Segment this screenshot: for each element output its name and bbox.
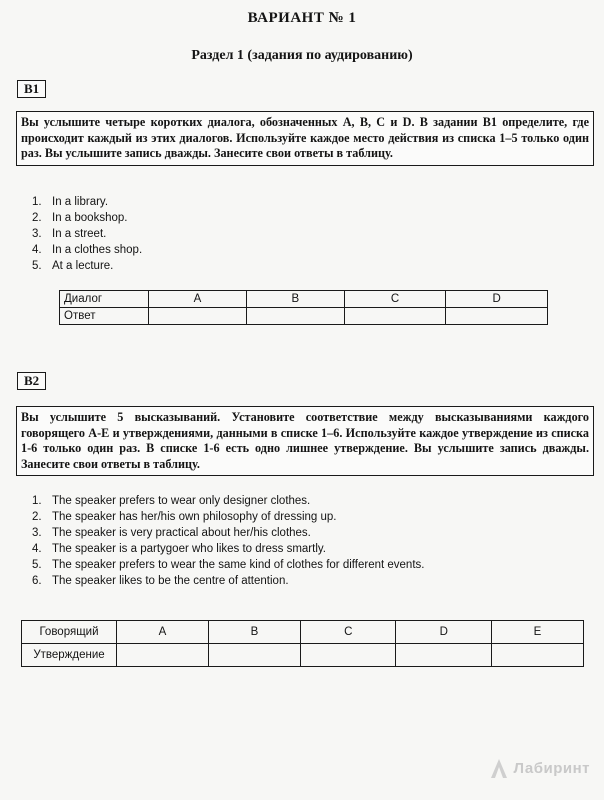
table-row (60, 291, 548, 308)
list-item: 2. The speaker has her/his own philosophy of dressing up. (32, 511, 337, 523)
table-row (22, 621, 584, 644)
watermark (489, 758, 590, 780)
b2-options-list (32, 493, 424, 589)
b1-col-c: C (344, 291, 446, 308)
b1-row-label-dialog: Диалог (60, 291, 149, 308)
list-item: 5. The speaker prefers to wear the same kind of clothes for different events. (32, 559, 425, 571)
list-item: 1. In a library. (32, 196, 109, 208)
b2-answer-cell-e[interactable] (492, 644, 584, 667)
b1-answer-cell-c[interactable] (344, 308, 446, 325)
b1-answer-cell-b[interactable] (246, 308, 344, 325)
list-item: 3. In a street. (32, 228, 107, 240)
b2-row-label-speaker: Говорящий (22, 621, 117, 644)
b1-col-a: A (149, 291, 247, 308)
b2-col-d: D (396, 621, 492, 644)
b2-answer-cell-a[interactable] (117, 644, 209, 667)
b2-answer-cell-d[interactable] (396, 644, 492, 667)
list-item: 4. The speaker is a partygoer who likes to dress smartly. (32, 543, 326, 555)
section-title: Раздел 1 (задания по аудированию) (191, 48, 413, 63)
list-item: 5. At a lecture. (32, 260, 114, 272)
table-row (22, 644, 584, 667)
list-item: 4. In a clothes shop. (32, 244, 143, 256)
b2-instruction: Вы услышите 5 высказываний. Установите соответствие между высказываниями каждого говорящего А-Е и утверждениями, данными в списке 1–6. Используйте каждое утверждение из списка 1-6 только один раз. В списке 1-6 есть одно лишнее утверждение. Вы услышите запись дважды. Занесите свои ответы в таблицу. (16, 406, 594, 476)
variant-title: ВАРИАНТ № 1 (247, 10, 357, 26)
b1-instruction: Вы услышите четыре коротких диалога, обозначенных А, В, С и D. В задании В1 определите, где происходит каждый из этих диалогов. Используйте каждое место действия из списка 1–5 только один раз. Вы услышите запись дважды. Занесите свои ответы в таблицу. (16, 111, 594, 166)
watermark-text: Лабиринт (513, 759, 590, 777)
labyrinth-logo-icon (489, 758, 509, 780)
task-label-b1: B1 (17, 80, 46, 98)
b2-answer-cell-b[interactable] (208, 644, 300, 667)
b1-answer-table (59, 290, 548, 325)
b1-row-label-answer: Ответ (60, 308, 149, 325)
b2-row-label-statement: Утверждение (22, 644, 117, 667)
list-item: 1. The speaker prefers to wear only designer clothes. (32, 495, 311, 507)
list-item: 6. The speaker likes to be the centre of attention. (32, 575, 289, 587)
b2-answer-table (21, 620, 584, 667)
b2-answer-cell-c[interactable] (300, 644, 396, 667)
b2-col-e: E (492, 621, 584, 644)
b1-answer-cell-d[interactable] (446, 308, 548, 325)
task-label-b2: B2 (17, 372, 46, 390)
b1-col-b: B (246, 291, 344, 308)
b2-col-c: C (300, 621, 396, 644)
b1-options-list (32, 194, 142, 274)
b1-answer-cell-a[interactable] (149, 308, 247, 325)
b1-col-d: D (446, 291, 548, 308)
list-item: 3. The speaker is very practical about her/his clothes. (32, 527, 311, 539)
table-row (60, 308, 548, 325)
b2-col-b: B (208, 621, 300, 644)
list-item: 2. In a bookshop. (32, 212, 128, 224)
b2-col-a: A (117, 621, 209, 644)
